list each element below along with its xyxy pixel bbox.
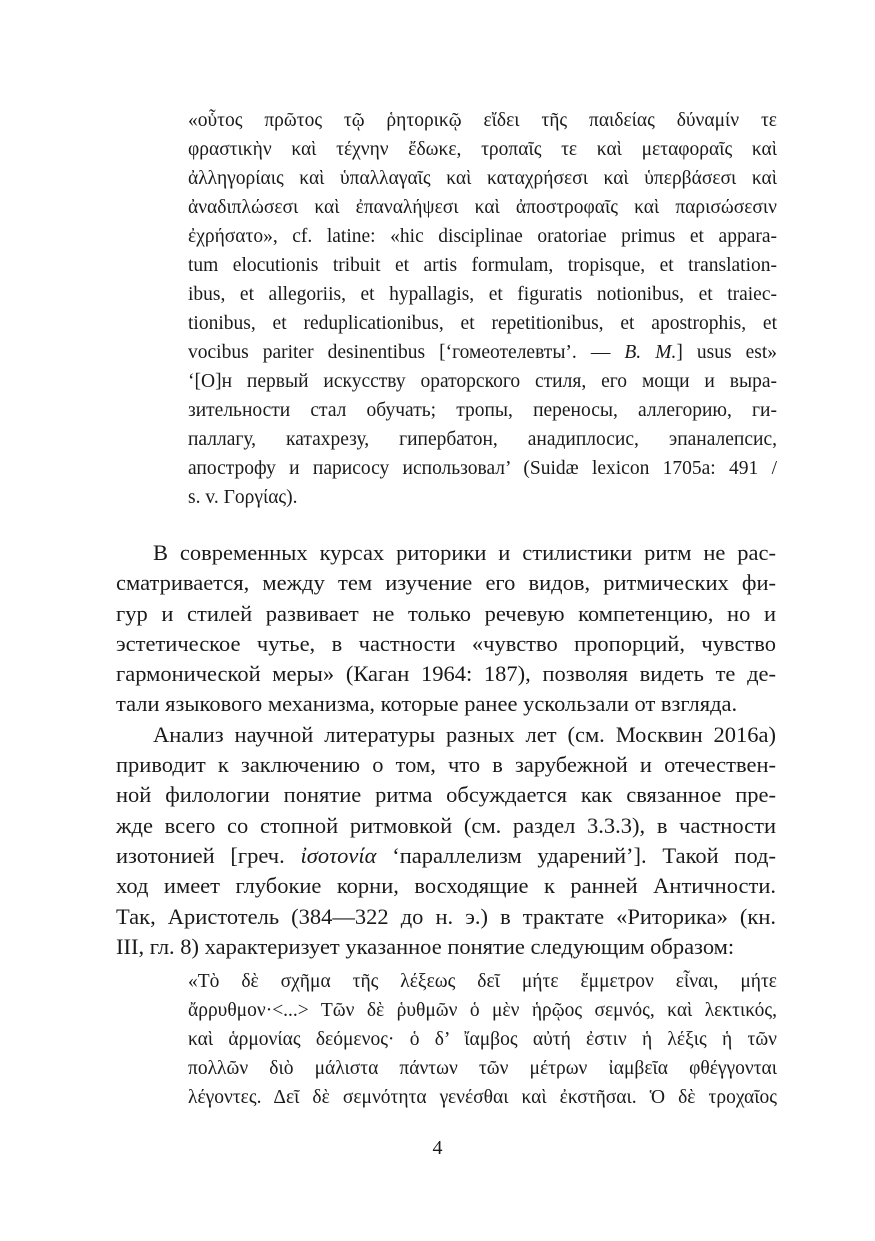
paragraph-line: Анализ научной литературы разных лет (см. Москвин 2016а)	[153, 721, 776, 747]
paragraph-line: ход имеет глубокие корни, восходящие к ранней Античности.	[116, 873, 776, 899]
block-quote-aristotle	[188, 967, 777, 1112]
quote-line: зительности стал обучать; тропы, переносы, аллегорию, ги-	[188, 400, 777, 421]
paragraph-line: сматривается, между тем изучение его видов, ритмических фи-	[116, 570, 776, 596]
quote-line: λέγοντες. Δεῖ δὲ σεμνότητα γενέσθαι καὶ ἐκστῆσαι. Ὁ δὲ τροχαῖος	[188, 1087, 777, 1108]
quote-line: ἀναδιπλώσεσι καὶ ἐπαναλήψεσι καὶ ἀποστροφαῖς καὶ παρισώσεσιν	[188, 197, 777, 218]
paragraph-line-text: изотонией [греч.	[116, 842, 301, 868]
paragraph-line: тали языкового механизма, которые ранее ускользали от взгляда.	[116, 691, 738, 717]
paragraph-line-tail: ‘параллелизм ударений’]. Такой под-	[376, 842, 776, 868]
quote-line: tum elocutionis tribuit et artis formulam, tropisque, et translation-	[188, 255, 777, 276]
quote-line: апострофу и парисосу использовал’ (Suidæ lexicon 1705a: 491 /	[188, 458, 777, 479]
paragraph-line: Так, Аристотель (384—322 до н. э.) в трактате «Риторика» (кн.	[116, 903, 776, 929]
quote-line: καὶ ἁρμονίας δεόμενος· ὁ δ’ ἴαμβος αὐτή ἐστιν ἡ λέξις ἡ τῶν	[188, 1029, 777, 1050]
paragraph-line: гармонической меры» (Каган 1964: 187), позволяя видеть те де-	[116, 661, 776, 687]
quote-line-text: vocibus pariter desinentibus [‘гомеотелевты’. —	[188, 342, 625, 363]
paragraph-line: гур и стилей развивает не только речевую компетенцию, но и	[116, 600, 776, 626]
paragraph-line: жде всего со стопной ритмовкой (см. раздел 3.3.3), в частности	[116, 812, 776, 838]
quote-line: ἐχρήσατο», cf. latine: «hic disciplinae oratoriae primus et appara-	[188, 226, 777, 247]
author-mark: В. М.	[624, 342, 677, 363]
paragraph-line	[116, 841, 776, 871]
paragraph-line: эстетическое чутье, в частности «чувство пропорций, чувство	[116, 630, 776, 656]
quote-line	[188, 338, 777, 367]
body-text	[116, 538, 776, 962]
page-number: 4	[432, 1137, 443, 1159]
quote-line: ibus, et allegoriis, et hypallagis, et figuratis notionibus, et traiec-	[188, 284, 777, 305]
quote-line: ‘[О]н первый искусству ораторского стиля, его мощи и выра-	[188, 371, 777, 392]
quote-line: φραστικὴν καὶ τέχνην ἔδωκε, τροπαῖς τε καὶ μεταφοραῖς καὶ	[188, 139, 777, 160]
greek-term: ἰσοτονία	[300, 842, 377, 868]
quote-line: ἀλληγορίαις καὶ ὑπαλλαγαῖς καὶ καταχρήσεσι καὶ ὑπερβάσεσι καὶ	[188, 168, 777, 189]
quote-line: πολλῶν διὸ μάλιστα πάντων τῶν μέτρων ἰαμβεῖα φθέγγονται	[188, 1058, 777, 1079]
paragraph-line: приводит к заключению о том, что в зарубежной и отечествен-	[116, 752, 776, 778]
quote-line: «οὗτος πρῶτος τῷ ῥητορικῷ εἴδει τῆς παιδείας δύναμίν τε	[188, 110, 777, 131]
block-quote-suidas	[188, 106, 777, 512]
paragraph-line: В современных курсах риторики и стилистики ритм не рас-	[153, 540, 776, 565]
quote-line: tionibus, et reduplicationibus, et repetitionibus, et apostrophis, et	[188, 313, 777, 334]
quote-line: s. v. Γοργίας).	[188, 487, 298, 508]
quote-line: ἄρρυθμον·<...> Τῶν δὲ ῥυθμῶν ὁ μὲν ἡρῷος σεμνός, καὶ λεκτικός,	[188, 1000, 777, 1021]
paragraph-line: III, гл. 8) характеризует указанное понятие следующим образом:	[116, 933, 735, 959]
quote-line: «Τὸ δὲ σχῆμα τῆς λέξεως δεῖ μήτε ἔμμετρον εἶναι, μήτε	[188, 971, 777, 992]
quote-line-tail: ] usus est»	[676, 342, 777, 363]
quote-line: паллагу, катахрезу, гипербатон, анадиплосис, эпаналепсис,	[188, 429, 777, 450]
paragraph-line: ной филологии понятие ритма обсуждается как связанное пре-	[116, 782, 776, 808]
